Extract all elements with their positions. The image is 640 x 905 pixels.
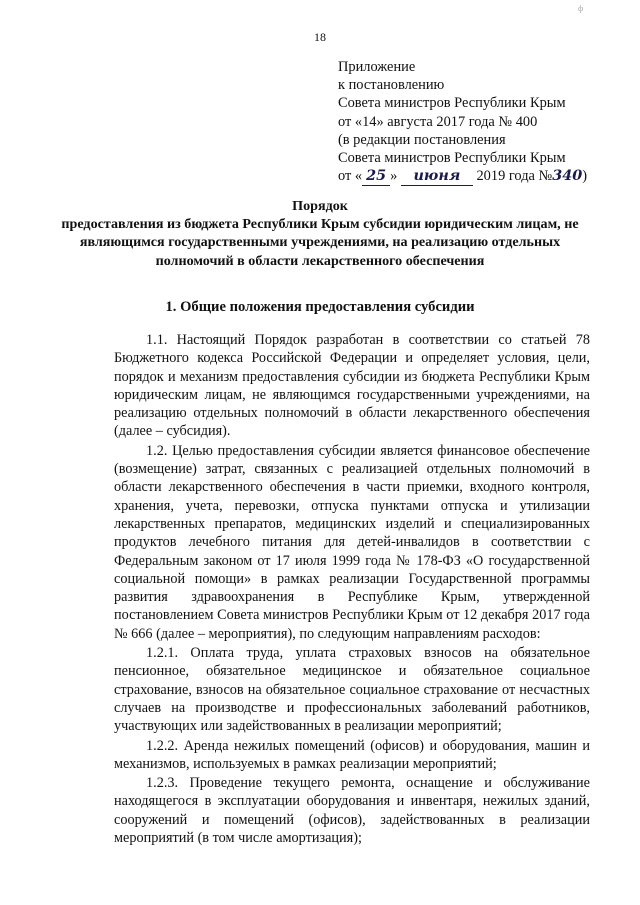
document-title: [60, 197, 580, 270]
date-prefix: от «: [338, 168, 363, 185]
appendix-line-5: (в редакции постановления: [338, 131, 506, 148]
corner-mark: ф: [578, 4, 584, 13]
date-mid: »: [390, 168, 401, 185]
document-body: [114, 331, 590, 847]
appendix-line-1: Приложение: [338, 59, 416, 75]
appendix-line-4: от «14» августа 2017 года № 400: [338, 113, 538, 130]
appendix-header: [338, 58, 587, 186]
paragraph-1-2-2: 1.2.2. Аренда нежилых помещений (офисов) и оборудования, машин и механизмов, используемых в рамках реализации мероприятий;: [114, 737, 590, 772]
date-year: 2019 года №: [472, 168, 553, 185]
handwritten-number: 340: [552, 167, 583, 185]
appendix-line-6: Совета министров Республики Крым: [338, 150, 566, 167]
title-line-1: Порядок: [292, 198, 348, 214]
section-heading: 1. Общие положения предоставления субсидии: [165, 299, 475, 315]
appendix-line-2: к постановлению: [338, 77, 445, 94]
paragraph-1-2-3: 1.2.3. Проведение текущего ремонта, оснащение и обслуживание находящегося в эксплуатации оборудования и инвентаря, нежилых зданий, сооружений и помещений (офисов), задействованных в реализации мероприятий (в том числе амортизация);: [114, 775, 590, 847]
handwritten-month: июня: [401, 167, 473, 186]
appendix-line-3: Совета министров Республики Крым: [338, 95, 566, 112]
page-number: 18: [314, 30, 326, 44]
handwritten-day: 25: [362, 167, 390, 186]
paragraph-1-2-1: 1.2.1. Оплата труда, уплата страховых взносов на обязательное пенсионное, обязательное медицинское и обязательное социальное страхование, взносов на обязательное социальное страхование от несчастных случаев на производстве и профессиональных заболеваний работников, участвующих или задействованных в реализации мероприятий;: [114, 645, 590, 735]
paragraph-1-2: 1.2. Целью предоставления субсидии является финансовое обеспечение (возмещение) затрат, связанных с реализацией отдельных полномочий в области лекарственного обеспечения в части приемки, входного контроля, хранения, учета, перевозки, отпуска пунктами отпуска и утилизации лекарственных препаратов, медицинских изделий и специализированных продуктов лечебного питания для детей-инвалидов в соответствии с Федеральным законом от 17 июля 1999 года № 178-ФЗ «О государственной социальной помощи» в рамках реализации Государственной программы развития здравоохранения в Республике Крым, утвержденной постановлением Совета министров Республики Крым от 12 декабря 2017 года № 666 (далее – мероприятия), по следующим направлениям расходов:: [114, 442, 590, 642]
date-suffix: ): [582, 168, 588, 185]
title-line-2: предоставления из бюджета Республики Крым субсидии юридическим лицам, не являющимся государственными учреждениями, на реализацию отдельных полномочий в области лекарственного обеспечения: [61, 216, 579, 269]
appendix-line-7: [338, 167, 587, 186]
paragraph-1-1: 1.1. Настоящий Порядок разработан в соответствии со статьей 78 Бюджетного кодекса Российской Федерации и определяет условия, цели, порядок и механизм предоставления субсидии из бюджета Республики Крым юридическим лицам, не являющимся государственными учреждениями, на реализацию отдельных полномочий в области лекарственного обеспечения (далее – субсидия).: [114, 332, 590, 440]
